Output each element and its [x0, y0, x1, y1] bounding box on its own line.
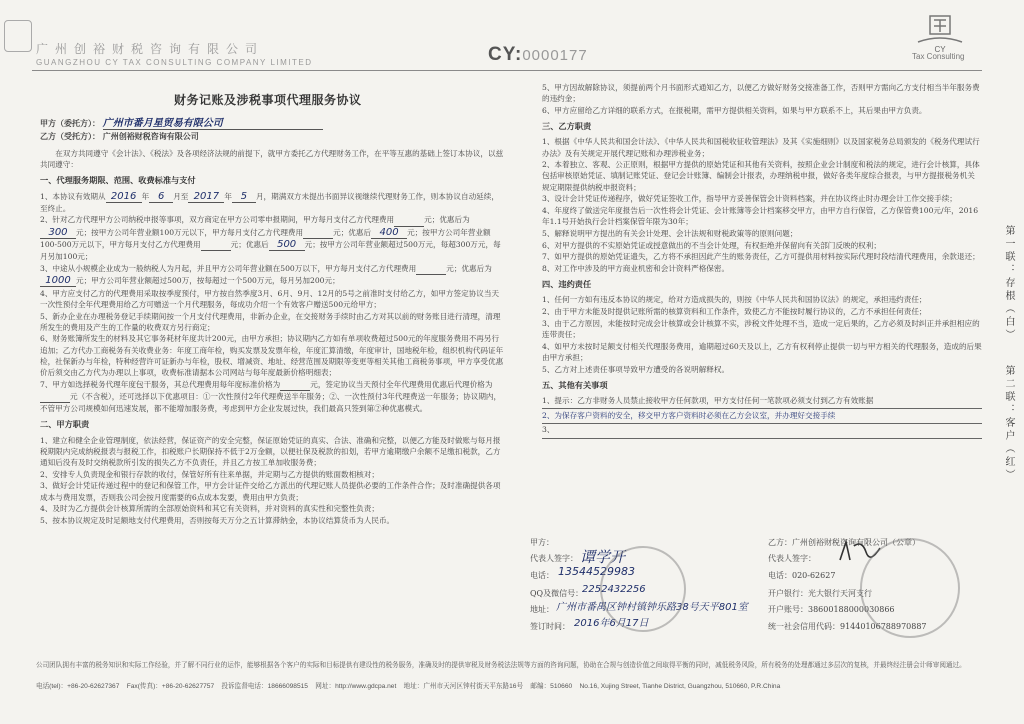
- start-month: 6: [149, 191, 173, 203]
- breach-4: 4、如甲方未按时足额支付相关代理服务费用，逾期超过60天及以上，乙方有权利停止提供一切与甲方相关的代理服务，造成的后果由甲方承担；: [542, 341, 982, 362]
- clause-1-2-text-d: 元；优惠后: [333, 227, 372, 237]
- blank-fee-4: [416, 263, 446, 275]
- duty-a-r5: 5、甲方因故解除协议，须提前两个月书面形式通知乙方，以便乙方做好财务交接准备工作，否则甲方需向乙方支付相当半年服务费的违约金；: [542, 83, 980, 104]
- duty-b-1: 1、根据《中华人民共和国会计法》、《中华人民共和国税收征收管理法》及其《实施细则》以及国家税务总局颁发的《税务代理试行办法》及有关规定开展代理记账和办理涉税业务；: [542, 137, 980, 158]
- corner-mark: [4, 20, 32, 52]
- duty-a-4: 4、及时为乙方提供会计核算所需的全部原始资料和其它有关资料，并对资料的真实性和完整性负责；: [40, 504, 379, 514]
- fee-zero-declare: 300: [40, 227, 76, 239]
- footer-addr-cn: 地址：广州市天河区钟村街天平东路16号: [403, 683, 524, 690]
- side-label-first: 第一联：存根（白）: [1003, 225, 1014, 342]
- blank-fee-3: [201, 239, 231, 251]
- party-a-date-label: 签订时间：: [530, 622, 570, 631]
- clause-1-1-text-d: 年: [224, 191, 232, 201]
- section-5-heading: 五、其他有关事项: [542, 379, 608, 390]
- clause-1-2-text-c: 元；按甲方公司年营业额100万元以下，甲方每月支付乙方代理费用: [76, 227, 304, 237]
- breach-3: 3、由于乙方原因，未能按时完成会计核算或会计核算不实，涉税文件处理不当，造成一定后果的，乙方必须及时纠正并承担相应的连带责任；: [542, 318, 980, 340]
- duty-a-r6: 6、甲方应留给乙方详细的联系方式，在报税期，需甲方提供相关资料，如果与甲方联系不上，其后果由甲方负责。: [542, 105, 927, 115]
- party-a-label: 甲方（委托方）：: [40, 118, 100, 128]
- serial-value: 0000177: [522, 47, 588, 64]
- duty-b-7: 7、如甲方提供的原始凭证遗失，乙方将不承担因此产生的账务责任，乙方可提供用材料按实际代理时段结清代理费用，余款退还；: [542, 252, 980, 262]
- right-column: [542, 82, 982, 439]
- logo-letters: CY: [934, 45, 946, 54]
- footer-addr-en: No.16, Xujing Street, Tianhe District, Guangzhou, 510660, P.R.China: [579, 683, 781, 690]
- party-b-rep-label: 代表人签字：: [768, 554, 816, 563]
- party-b-value: 广州创裕财税咨询有限公司: [102, 130, 199, 141]
- clause-1-3-text-b: 元；优惠后为: [446, 263, 492, 273]
- clause-1-7-text-c: 元（不含税），还可选择以下优惠项目：①一次性预付2年代理费送半年服务；②、一次性预付3年代理费送一年服务；协议期内，不管甲方公司规模如何迅速发展，都不能增加服务费，考虑到甲方企业发展过快，我们最高只签到第②种优惠模式。: [40, 391, 502, 414]
- duty-a-5: 5、按本协议规定及时足额地支付代理费用，否则按每天万分之五计算滞纳金，本协议结算货币为人民币。: [40, 516, 395, 525]
- party-a-sign-title: 甲方：: [530, 538, 554, 547]
- header-divider: [32, 70, 982, 71]
- footer-post: 邮编：510660: [530, 683, 573, 690]
- cy-label: CY:: [488, 44, 523, 65]
- blank-fee-2: [303, 227, 333, 239]
- duty-b-3: 3、设计会计凭证传递程序，做好凭证签收工作，指导甲方妥善保管会计资料档案，并在协议终止时办理会计工作交接手续；: [542, 194, 957, 204]
- logo-text: Tax Consulting: [912, 52, 965, 61]
- party-b-label: 乙方（受托方）：: [40, 130, 100, 141]
- party-a-qq-value: 2252432256: [582, 584, 646, 595]
- clause-1-6: 6、财务账簿所发生的材料及其它事务耗材年度共计200元，由甲方承担；协议期内乙方如有单项收费超过500元的年度服务费用不再另行追加；乙方代办工商税务有关收费业务：年度工商年检，购买发票及发票年检，年度汇算清缴，年度审计，国地税年检，组织机构代码证年检，社保新办与年检，特种经营许可证新办与年检，股权、增减资、地址、经营范围及期限等变更等相关其他工商税务事项，甲方享受优惠价后须交由乙方代为办理以上事项，收费标准请据本公司网站与每年度最新价格明细表；: [40, 334, 504, 378]
- party-a-row: [40, 118, 505, 130]
- party-b-seal: [860, 538, 960, 638]
- left-column: [40, 118, 505, 527]
- clause-1-7: [40, 379, 505, 415]
- footer-tel: 电话(tel)：+86-20-62627367: [36, 683, 120, 690]
- party-a-addr-value: 广州市番禺区钟村镇钟乐路38号天平801室: [556, 602, 748, 613]
- party-a-tel-value: 13544529983: [558, 565, 635, 578]
- end-month: 5: [232, 191, 256, 203]
- clause-1-1-text-e: 月，期满双方未提出书面异议视继续代理财务工作，则本协议自动延续，至终止。: [40, 191, 499, 213]
- party-b-row: [40, 131, 505, 142]
- blank-discount-fee: [40, 391, 70, 403]
- clause-1-3: [40, 263, 505, 287]
- section-2-heading: 二、甲方职责: [40, 419, 90, 430]
- clause-1-3-text-c: 元；甲方公司年营业额超过500万，按每超过一个500万元，每月另加200元；: [76, 275, 340, 285]
- section-3-heading: 三、乙方职责: [542, 121, 592, 132]
- side-label-second: 第二联：客户（红）: [1003, 365, 1014, 482]
- other-2: 2、为保存客户资料的安全，移交甲方客户资料时必须在乙方会议室，并办理好交接手续: [542, 410, 982, 424]
- company-name-cn: 广州创裕财税咨询有限公司: [36, 42, 265, 56]
- clause-1-5: 5、新办企业在办理税务登记手续期间按一个月支付代理费用，非新办企业，在交接财务手续时由乙方对其以前的财务账目进行清理，清理所发生的费用及产生的工作量的收费双方另行商定；: [40, 311, 501, 332]
- fee-100-500: 500: [269, 239, 305, 251]
- footer-text: 公司团队拥有丰富的税务知识和实际工作经验，并了解不同行业的运作，能够根据各个客户的实际和目标提供有建设性的税务服务，准确及时的提供审税及财务税法法规等方面的咨询问题，协助在合规与创造价值之间取得平衡的同时，减低税务风险，所有税务的处理都通过多层次的复核，并最终经注册会计师审阅通过。: [36, 661, 966, 669]
- fee-general-taxpayer: 1000: [40, 275, 76, 287]
- clause-1-3-text-a: 3、中途从小规模企业成为一般纳税人为月起，并且甲方公司年营业额在500万以下，甲方每月支付乙方代理费用: [40, 263, 417, 273]
- section-1-heading: 一、代理服务期限、范围、收费标准与支付: [40, 175, 196, 186]
- clause-1-2-text-f: 元；优惠后: [230, 239, 269, 249]
- party-b-bank: 开户银行：光大银行天河支行: [768, 589, 872, 598]
- clause-1-1-text-c: 月至: [173, 191, 189, 201]
- party-b-sign-title: 乙方：广州创裕财税咨询有限公司（公章）: [768, 538, 920, 547]
- party-b-tel: 电话：020-62627: [768, 571, 836, 580]
- footer-fax: Fax(传真)：+86-20-62627757: [126, 683, 215, 690]
- duty-b-8: 8、对工作中涉及的甲方商业机密和会计资料严格保密。: [542, 264, 730, 274]
- breach-1: 1、任何一方如有违反本协议的规定，给对方造成损失的，则按《中华人民共和国协议法》的规定，承担违约责任；: [542, 295, 927, 305]
- duty-b-4: 4、年度终了做送完年度报告后一次性将会计凭证、会计账簿等会计档案移交甲方，由甲方自行保管，乙方保管费100元/年，2016年1.1号开始执行会计档案保管年限为30年；: [542, 206, 979, 227]
- party-a-date-value: 2016年6月17日: [574, 618, 649, 629]
- footer-contacts: [36, 680, 981, 690]
- start-year: 2016: [106, 191, 142, 203]
- breach-2: 2、由于甲方未能及时提供记账所需的核算资料和工作条件，致使乙方不能按时履行协议的，乙方不承担任何责任；: [542, 307, 927, 317]
- party-a-tel-label: 电话：: [530, 571, 554, 580]
- duty-a-1: 1、建立和健全企业管理制度，依法经营，保证资产的安全完整，保证原始凭证的真实、合法、准确和完整，以便乙方能及时做账与每月报税期限内完成纳税报表与报税工作，扣税账户长期保持不低于2万金额，以便社保及税款的扣划，若甲方逾期缴户余额不足缴扣税款，乙方通知后没有及时交纳税款所引发的损失乙方不负责任，并且乙方按工单加收服务费；: [40, 435, 501, 467]
- duty-a-2: 2、安排专人负责现金和银行存款的收付，保管好所有往来单据，并定期与乙方提供的账面数相核对；: [40, 469, 379, 479]
- clause-1-2: [40, 214, 505, 262]
- clause-1-2-text-g: 元；按甲方公司年营业额超过500万元，每超300万元，每月另加100元；: [40, 239, 501, 262]
- footer-complaint: 投诉监督电话：18666098515: [221, 683, 308, 690]
- clause-1-2-text-e: 元；按甲方公司年营业额100-500万元以下，甲方每月支付乙方代理费用: [40, 227, 491, 249]
- party-a-addr-label: 地址：: [530, 605, 554, 614]
- clause-1-7-text-a: 7、甲方如选择税务代理年度包干服务，其总代理费用每年度标准价格为: [40, 379, 281, 389]
- fee-under-100: 400: [371, 227, 407, 239]
- clause-1-7-text-b: 元，签定协议当天预付全年代理费用优惠后代理价格为: [310, 379, 493, 389]
- clause-1-4: 4、甲方应支付乙方的代理费用采取按季度预付，甲方按自然季度3月、6月、9月、12月的5号之前准时支付给乙方，如甲方签定协议当天一次性预付全年代理费用给乙方可赠送一个月代理服务，每成功介绍一个有效客户赠送500元给甲方；: [40, 288, 500, 309]
- section-4-heading: 四、违约责任: [542, 279, 592, 290]
- party-b-credit-code: 统一社会信用代码：91440106788970887: [768, 622, 927, 631]
- breach-5: 5、乙方对上述责任事项导致甲方遭受的各说明解释权。: [542, 364, 730, 374]
- clause-1-2-text-b: 元；优惠后为: [424, 215, 470, 225]
- party-a-seal: [600, 546, 686, 632]
- serial-number: [488, 44, 588, 66]
- duty-b-2: 2、本着独立、客观、公正原则，根据甲方提供的原始凭证和其他有关资料，按照企业会计制度和税法的规定，进行会计核算，具体包括审核原始凭证、填制记账凭证、登记会计账簿、编制会计报表，办理纳税申报，做好各类年度综合报表，与甲方提报税务机关规定期限提供纳税申报资料；: [542, 160, 980, 192]
- party-a-value: 广州市番月星贸易有限公司: [103, 118, 323, 130]
- clause-1-1-text-b: 年: [141, 191, 150, 201]
- party-a-rep-signature: 谭学开: [580, 548, 626, 566]
- other-1: 1、提示：乙方非财务人员禁止接收甲方任何款项，甲方支付任何一笔款项必须支付到乙方有效账据: [542, 395, 982, 409]
- blank-annual-fee: [280, 379, 310, 391]
- party-b-account: 开户账号：38600188000030866: [768, 605, 895, 614]
- party-a-rep-label: 代表人签字：: [530, 554, 578, 563]
- duty-b-6: 6、对甲方提供的不实原始凭证或授意做出的不当会计处理，有权拒绝并保留向有关部门反映的权利；: [542, 240, 881, 250]
- clause-1-2-text-a: 2、针对乙方代理甲方公司纳税申报等事项，双方商定在甲方公司零申报期间，甲方每月支付乙方代理费用: [40, 215, 395, 225]
- company-name-en: GUANGZHOU CY TAX CONSULTING COMPANY LIMITED: [36, 58, 313, 67]
- clause-1-1-text-a: 1、本协议有效期从: [40, 191, 106, 201]
- other-3: 3、: [542, 424, 982, 438]
- document-title: 财务记账及涉税事项代理服务协议: [174, 93, 362, 107]
- end-year: 2017: [188, 191, 224, 203]
- duty-b-5: 5、解释说明甲方提出的有关会计处理、会计法规和财税政策等的原则问题；: [542, 228, 798, 238]
- duty-a-3: 3、做好会计凭证传递过程中的登记和保管工作，甲方会计证件交给乙方派出的代理记账人员提供必要的工作条件合作；及时准确提供各项成本与费用发票，否则我公司会按月度需要的6点成本发要，费用由甲方负责；: [40, 481, 501, 502]
- clause-1-1: [40, 191, 505, 214]
- footer-web: 网址：http://www.gdcpa.net: [315, 683, 397, 690]
- intro-text: 在双方共同遵守《会计法》、《税法》及各项经济法规的前提下，就甲方委托乙方代理财务工作，在平等互惠的基础上签订本协议，以兹共同遵守：: [40, 148, 504, 170]
- party-a-qq-label: QQ及微信号：: [530, 589, 584, 598]
- blank-fee-1: [394, 214, 424, 226]
